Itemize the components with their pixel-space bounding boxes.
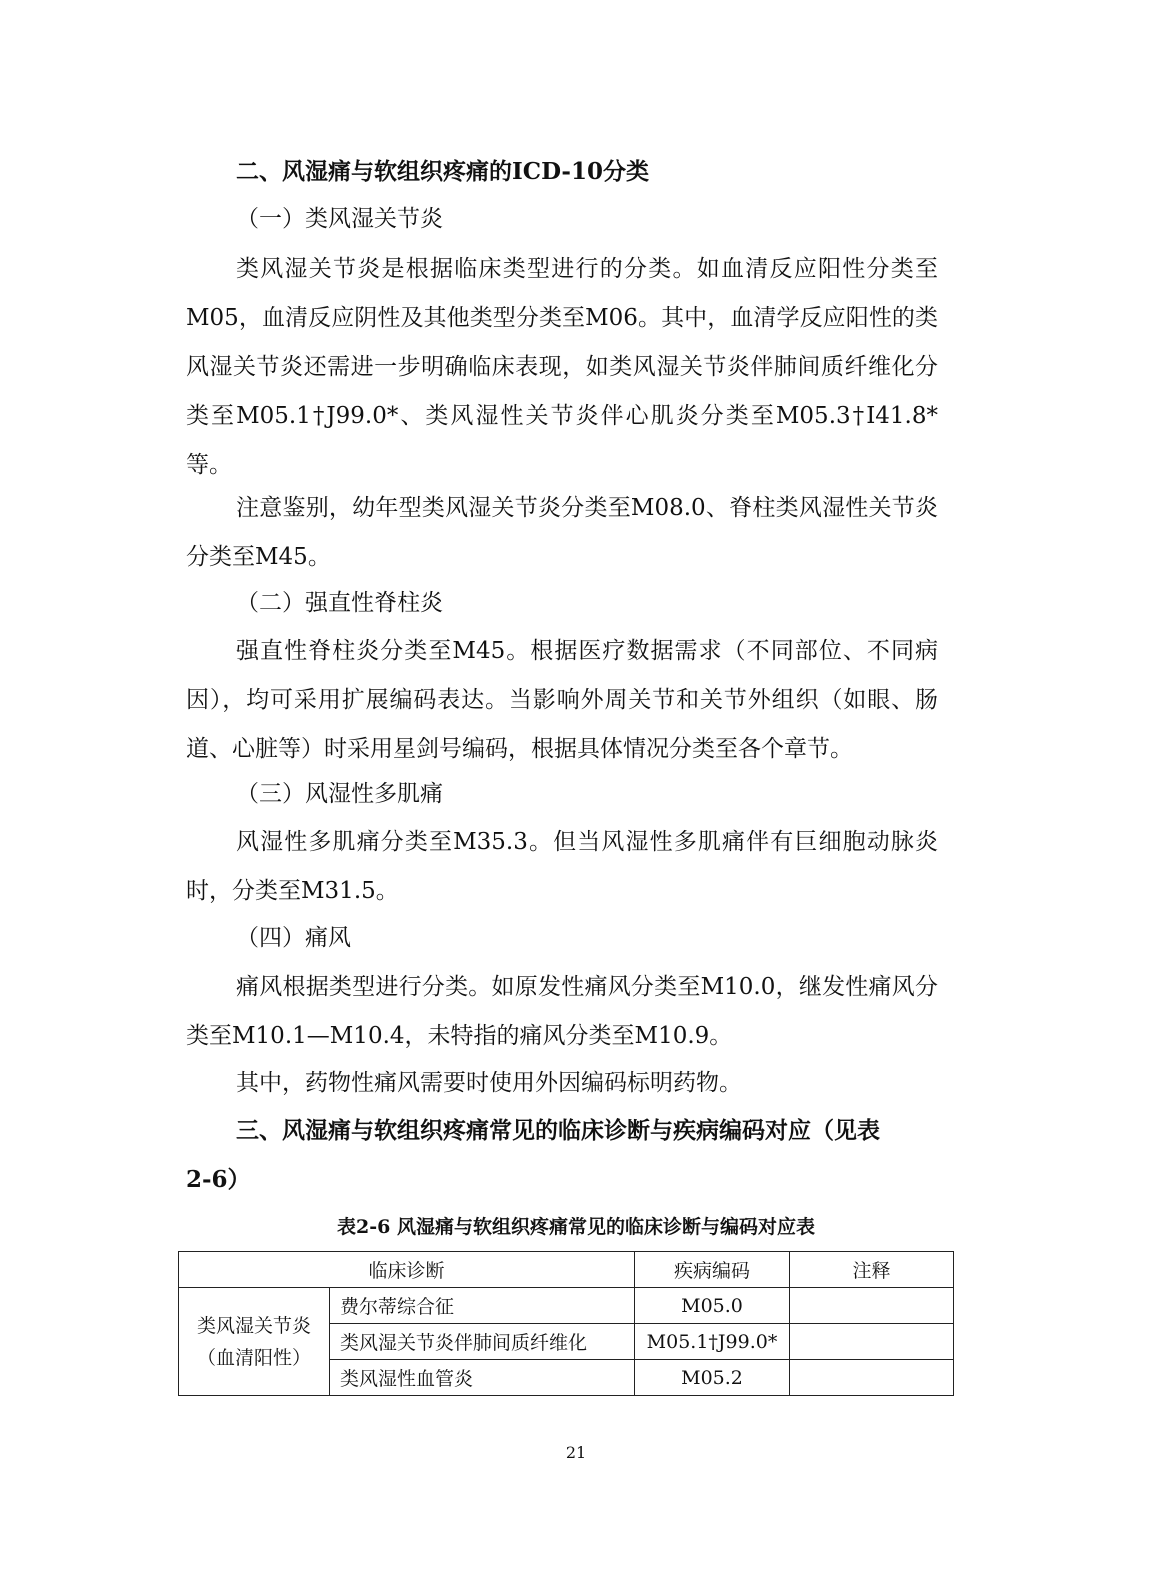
paragraph-differential-note: 注意鉴别，幼年型类风湿关节炎分类至M08.0、脊柱类风湿性关节炎分类至M45。 [186, 495, 938, 570]
group-label-cell [179, 1288, 330, 1396]
note-cell [790, 1324, 954, 1360]
diagnosis-cell: 类风湿关节炎伴肺间质纤维化 [330, 1324, 635, 1360]
paragraph-polymyalgia: 风湿性多肌痛分类至M35.3。但当风湿性多肌痛伴有巨细胞动脉炎时，分类至M31.5。 [186, 829, 938, 904]
paragraph-drug-gout: 其中，药物性痛风需要时使用外因编码标明药物。 [236, 1070, 742, 1096]
subsection-title-3: （三）风湿性多肌痛 [236, 781, 443, 807]
code-cell: M05.0 [635, 1288, 790, 1324]
table-row [179, 1288, 954, 1324]
section-heading-2: 二、风湿痛与软组织疼痛的ICD-10分类 [236, 158, 649, 185]
note-cell [790, 1288, 954, 1324]
table-header-row [179, 1252, 954, 1288]
code-cell: M05.2 [635, 1360, 790, 1396]
header-notes: 注释 [790, 1252, 954, 1288]
diagnosis-code-table [178, 1251, 954, 1396]
diagnosis-cell: 类风湿性血管炎 [330, 1360, 635, 1396]
section-heading-3-line2: 2-6） [186, 1166, 251, 1193]
code-cell: M05.1†J99.0* [635, 1324, 790, 1360]
subsection-title-4: （四）痛风 [236, 925, 351, 951]
diagnosis-cell: 费尔蒂综合征 [330, 1288, 635, 1324]
group-label-line1: 类风湿关节炎 [196, 1314, 311, 1337]
paragraph-ankylosing-spondylitis: 强直性脊柱炎分类至M45。根据医疗数据需求（不同部位、不同病因），均可采用扩展编码表达。当影响外周关节和关节外组织（如眼、肠道、心脏等）时采用星剑号编码，根据具体情况分类至各个章节。 [186, 638, 938, 762]
table-caption: 表2-6 风湿痛与软组织疼痛常见的临床诊断与编码对应表 [337, 1216, 815, 1238]
paragraph-gout: 痛风根据类型进行分类。如原发性痛风分类至M10.0，继发性痛风分类至M10.1—M10.4，未特指的痛风分类至M10.9。 [186, 974, 938, 1049]
page-number: 21 [565, 1443, 587, 1462]
subsection-title-1: （一）类风湿关节炎 [236, 206, 443, 232]
subsection-title-2: （二）强直性脊柱炎 [236, 590, 443, 616]
header-clinical-diagnosis: 临床诊断 [179, 1252, 635, 1288]
section-heading-3-line1: 三、风湿痛与软组织疼痛常见的临床诊断与疾病编码对应（见表 [236, 1117, 880, 1144]
header-disease-code: 疾病编码 [635, 1252, 790, 1288]
group-label-line2: （血清阳性） [196, 1346, 311, 1369]
note-cell [790, 1360, 954, 1396]
paragraph-rheumatoid-arthritis: 类风湿关节炎是根据临床类型进行的分类。如血清反应阳性分类至M05，血清反应阴性及其他类型分类至M06。其中，血清学反应阳性的类风湿关节炎还需进一步明确临床表现，如类风湿关节炎伴肺间质纤维化分类至M05.1†J99.0*、类风湿性关节炎伴心肌炎分类至M05.3†I41.8*等。 [186, 256, 938, 478]
